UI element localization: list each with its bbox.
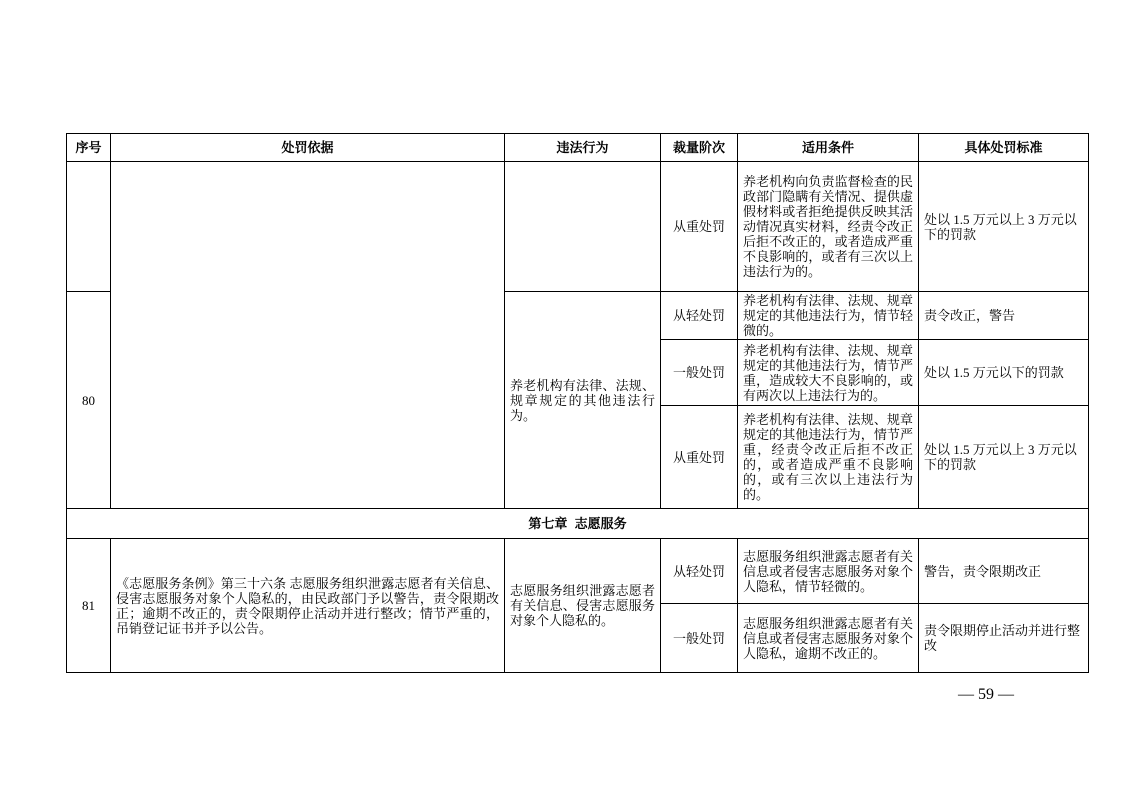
table-row <box>67 162 1089 292</box>
cell-level: 从轻处罚 <box>661 539 738 604</box>
header-basis: 处罚依据 <box>111 134 505 162</box>
page-number: — 59 — <box>958 686 1014 703</box>
header-penalty: 具体处罚标准 <box>919 134 1089 162</box>
cell-level: 一般处罚 <box>661 604 738 673</box>
table-row <box>67 539 1089 604</box>
cell-penalty: 处以 1.5 万元以上 3 万元以下的罚款 <box>919 406 1089 509</box>
chapter-heading: 第七章 志愿服务 <box>67 509 1089 539</box>
header-no: 序号 <box>67 134 111 162</box>
cell-penalty: 警告，责令限期改正 <box>919 539 1089 604</box>
cell-condition: 养老机构有法律、法规、规章规定的其他违法行为，情节严重，经责令改正后拒不改正的，或者造成严重不良影响的，或有三次以上违法行为的。 <box>738 406 919 509</box>
cell-basis-empty <box>111 162 505 509</box>
cell-penalty: 责令改正，警告 <box>919 292 1089 340</box>
cell-violation-81: 志愿服务组织泄露志愿者有关信息、侵害志愿服务对象个人隐私的。 <box>505 539 661 673</box>
cell-level: 从重处罚 <box>661 406 738 509</box>
cell-level: 一般处罚 <box>661 340 738 406</box>
penalty-standards-table <box>66 133 1089 673</box>
cell-condition: 志愿服务组织泄露志愿者有关信息或者侵害志愿服务对象个人隐私，情节轻微的。 <box>738 539 919 604</box>
cell-violation-80: 养老机构有法律、法规、规章规定的其他违法行为。 <box>505 292 661 509</box>
cell-penalty: 责令限期停止活动并进行整改 <box>919 604 1089 673</box>
cell-basis-81: 《志愿服务条例》第三十六条 志愿服务组织泄露志愿者有关信息、侵害志愿服务对象个人隐私的，由民政部门予以警告，责令限期改正；逾期不改正的，责令限期停止活动并进行整改；情节严重的，吊销登记证书并予以公告。 <box>111 539 505 673</box>
cell-condition: 养老机构有法律、法规、规章规定的其他违法行为，情节轻微的。 <box>738 292 919 340</box>
cell-no-80: 80 <box>67 292 111 509</box>
cell-level: 从轻处罚 <box>661 292 738 340</box>
header-condition: 适用条件 <box>738 134 919 162</box>
cell-no-empty <box>67 162 111 292</box>
header-level: 裁量阶次 <box>661 134 738 162</box>
header-violation: 违法行为 <box>505 134 661 162</box>
cell-condition: 养老机构有法律、法规、规章规定的其他违法行为，情节严重，造成较大不良影响的，或有两次以上违法行为的。 <box>738 340 919 406</box>
table-header-row <box>67 134 1089 162</box>
cell-no-81: 81 <box>67 539 111 673</box>
cell-violation-empty <box>505 162 661 292</box>
cell-condition: 养老机构向负责监督检查的民政部门隐瞒有关情况、提供虚假材料或者拒绝提供反映其活动情况真实材料，经责令改正后拒不改正的，或者造成严重不良影响的，或者有三次以上违法行为的。 <box>738 162 919 292</box>
cell-penalty: 处以 1.5 万元以下的罚款 <box>919 340 1089 406</box>
cell-penalty: 处以 1.5 万元以上 3 万元以下的罚款 <box>919 162 1089 292</box>
chapter-row <box>67 509 1089 539</box>
cell-condition: 志愿服务组织泄露志愿者有关信息或者侵害志愿服务对象个人隐私，逾期不改正的。 <box>738 604 919 673</box>
cell-level: 从重处罚 <box>661 162 738 292</box>
